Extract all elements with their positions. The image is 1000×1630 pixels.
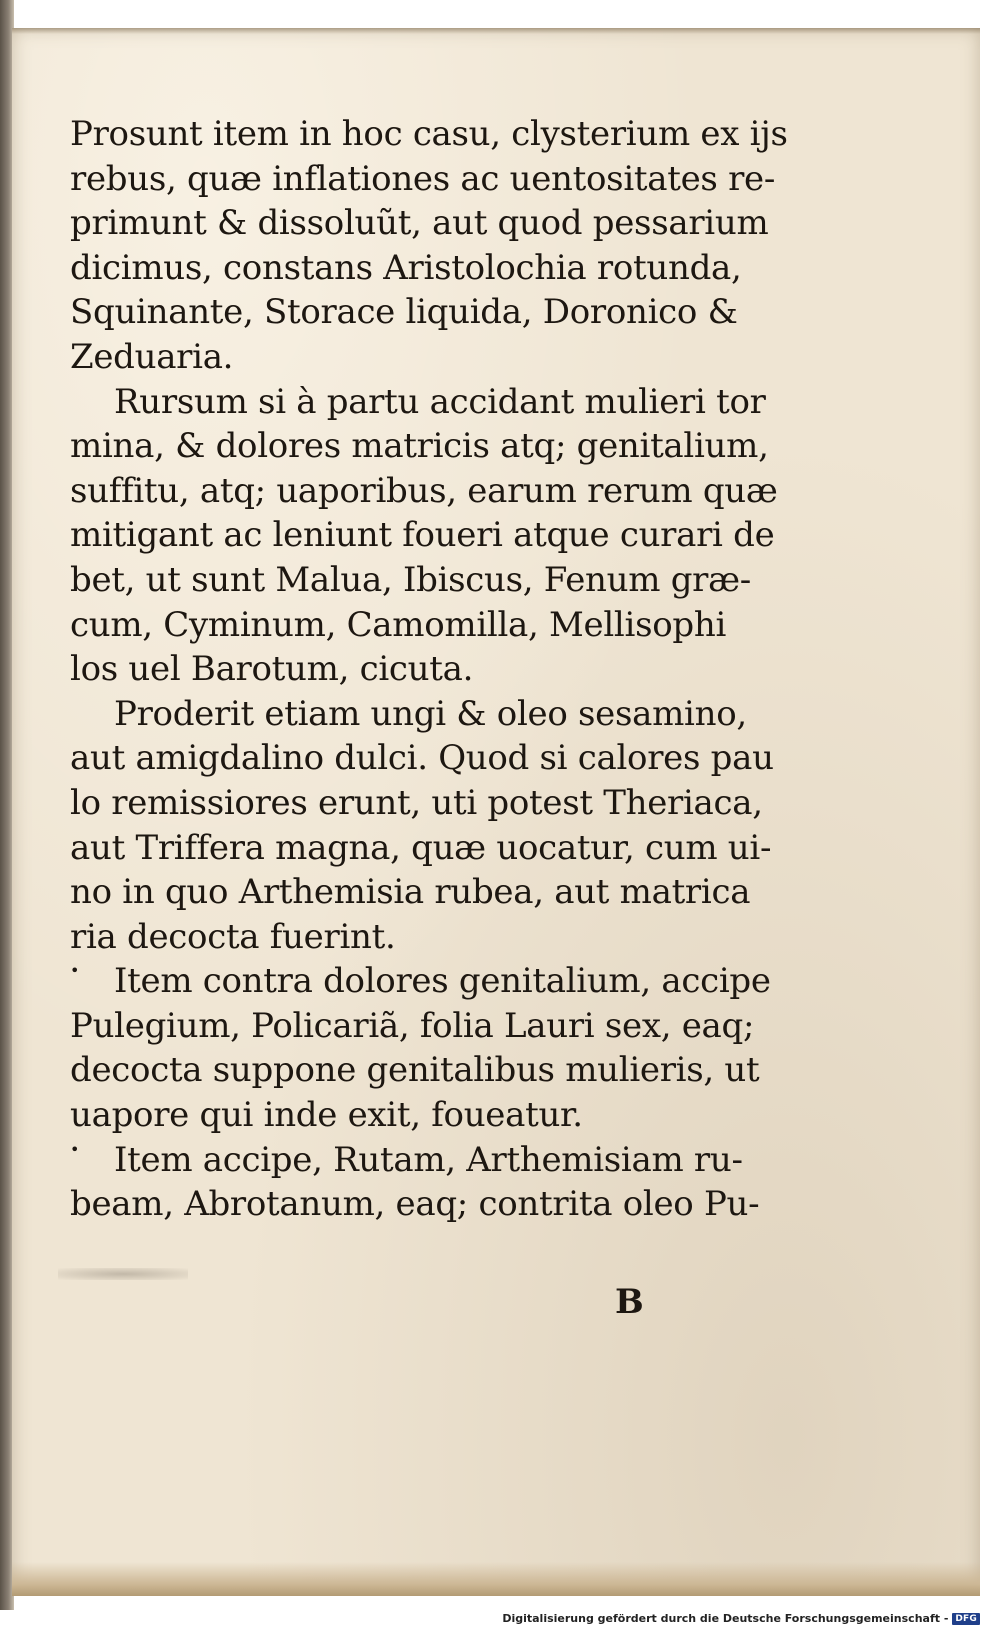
text-line	[70, 112, 790, 157]
text-line	[70, 246, 790, 291]
text-line-content: Proderit etiam ungi & oleo sesamino,	[114, 693, 747, 734]
text-line-content: Zeduaria.	[70, 336, 234, 377]
text-line-content: bet, ut sunt Malua, Ibiscus, Fenum græ-	[70, 559, 751, 600]
paragraph-bullet: •	[70, 961, 80, 981]
text-line	[70, 647, 790, 692]
signature-mark: B	[615, 1282, 644, 1322]
text-line	[70, 424, 790, 469]
text-line	[70, 558, 790, 603]
text-line-content: cum, Cyminum, Camomilla, Mellisophi	[70, 604, 727, 645]
text-line-content: decocta suppone genitalibus mulieris, ut	[70, 1050, 760, 1091]
text-line-content: no in quo Arthemisia rubea, aut matrica	[70, 872, 751, 913]
text-line	[70, 290, 790, 335]
text-line-content: mitigant ac leniunt foueri atque curari de	[70, 515, 775, 556]
text-line	[70, 692, 790, 737]
text-line-content: Rursum si à partu accidant mulieri tor	[114, 381, 766, 422]
text-line	[70, 1182, 790, 1227]
digitization-credit	[502, 1612, 980, 1625]
page-edge-bottom	[12, 1562, 980, 1596]
text-line	[70, 915, 790, 960]
text-line	[70, 736, 790, 781]
text-line	[70, 1048, 790, 1093]
page-edge-top	[12, 28, 980, 34]
text-line	[70, 1093, 790, 1138]
dfg-logo: DFG	[952, 1613, 980, 1625]
paragraph-bullet: •	[70, 1139, 80, 1159]
text-line-content: suffitu, atq; uaporibus, earum rerum quæ	[70, 470, 778, 511]
text-line-content: Item accipe, Rutam, Arthemisiam ru-	[114, 1139, 743, 1180]
text-line	[70, 781, 790, 826]
text-line-content: aut Triffera magna, quæ uocatur, cum ui-	[70, 827, 772, 868]
text-line-content: Prosunt item in hoc casu, clysterium ex ijs	[70, 114, 788, 154]
text-line	[70, 380, 790, 425]
text-line	[70, 157, 790, 202]
text-line	[70, 870, 790, 915]
text-line	[70, 201, 790, 246]
text-line	[70, 1138, 790, 1183]
text-line	[70, 1004, 790, 1049]
text-line-content: lo remissiores erunt, uti potest Theriaca,	[70, 782, 763, 823]
text-line-content: rebus, quæ inflationes ac uentositates re-	[70, 158, 776, 199]
text-line-content: Squinante, Storace liquida, Doronico &	[70, 292, 738, 333]
credit-text: Digitalisierung gefördert durch die Deutsche Forschungsgemeinschaft -	[502, 1612, 949, 1625]
text-line	[70, 603, 790, 648]
text-line-content: Pulegium, Policariã, folia Lauri sex, eaq;	[70, 1005, 755, 1046]
text-line-content: los uel Barotum, cicuta.	[70, 649, 474, 690]
text-line-content: primunt & dissoluũt, aut quod pessarium	[70, 203, 769, 244]
text-line-content: Item contra dolores genitalium, accipe	[114, 961, 771, 1002]
text-line-content: aut amigdalino dulci. Quod si calores pau	[70, 738, 774, 779]
ink-smudge	[58, 1268, 188, 1280]
text-line	[70, 513, 790, 558]
text-line	[70, 335, 790, 380]
page-text-block	[70, 112, 790, 1227]
text-line	[70, 469, 790, 514]
text-line-content: mina, & dolores matricis atq; genitalium,	[70, 426, 769, 467]
text-line	[70, 826, 790, 871]
text-line-content: ria decocta fuerint.	[70, 916, 396, 957]
text-line-content: uapore qui inde exit, foueatur.	[70, 1095, 583, 1136]
text-line	[70, 959, 790, 1004]
text-line-content: dicimus, constans Aristolochia rotunda,	[70, 247, 742, 288]
text-line-content: beam, Abrotanum, eaq; contrita oleo Pu-	[70, 1184, 760, 1225]
